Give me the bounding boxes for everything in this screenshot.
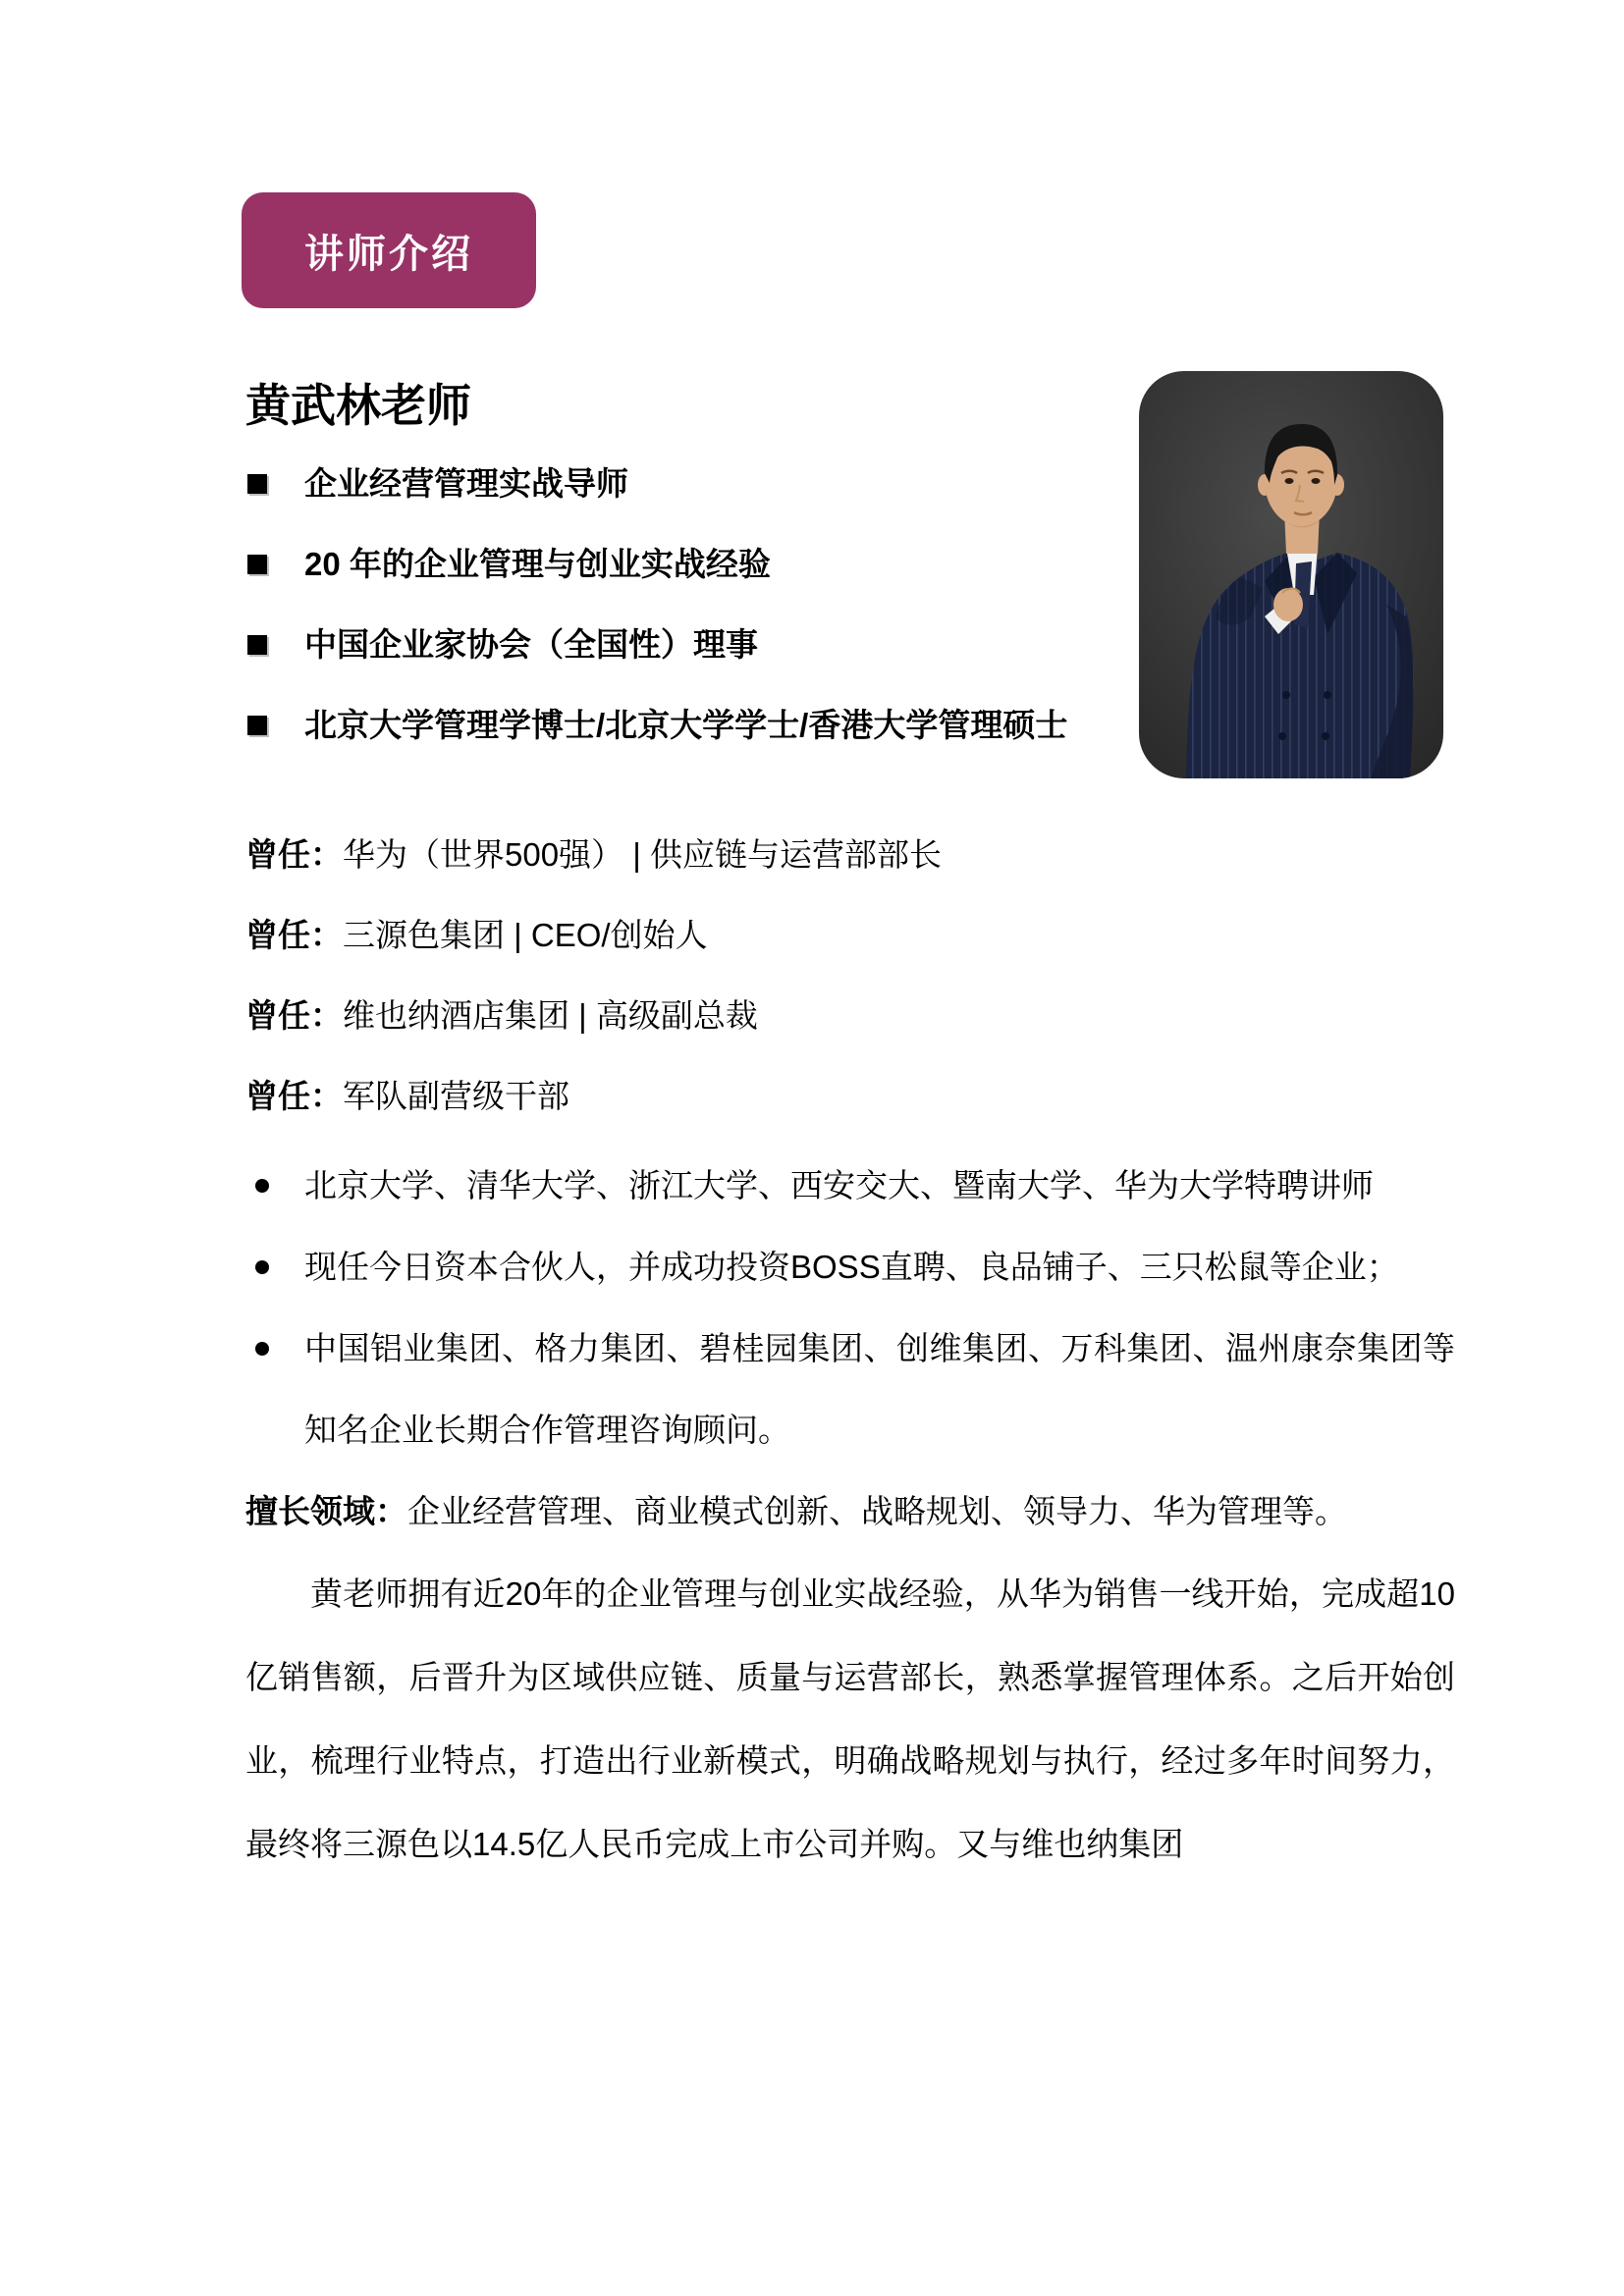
- former-role-text: 华为（世界500强） | 供应链与运营部部长: [343, 836, 942, 873]
- former-role-text: 三源色集团 | CEO/创始人: [343, 917, 708, 953]
- bio-paragraph: 黄老师拥有近20年的企业管理与创业实战经验，从华为销售一线开始，完成超10亿销售额，后晋升为区域供应链、质量与运营部长，熟悉掌握管理体系。之后开始创业，梳理行业特点，打造出行业新模式，明确战略规划与执行，经过多年时间努力，最终将三源色以14.5亿人民币完成上市公司并购。又与维也纳集团: [245, 1575, 1455, 1862]
- achievement-item: [245, 1226, 1455, 1308]
- dot-bullet-icon: [255, 1260, 269, 1274]
- former-role-label: 曾任：: [245, 997, 343, 1034]
- square-bullet-icon: [247, 555, 267, 574]
- highlight-item: [245, 524, 1455, 605]
- highlight-item: [245, 685, 1455, 766]
- former-role-line: [245, 895, 1455, 976]
- achievement-list: [245, 1145, 1455, 1470]
- former-role-line: [245, 815, 1455, 895]
- section-badge-label: 讲师介绍: [304, 232, 473, 276]
- dot-bullet-icon: [255, 1342, 269, 1356]
- former-role-label: 曾任：: [245, 1078, 343, 1114]
- section-badge: [242, 192, 536, 308]
- achievement-text: 现任今日资本合伙人，并成功投资BOSS直聘、良品铺子、三只松鼠等企业；: [304, 1249, 1399, 1285]
- square-bullet-icon: [247, 474, 267, 494]
- former-role-line: [245, 976, 1455, 1056]
- highlight-text: 企业经营管理实战导师: [304, 465, 628, 502]
- achievement-text: 中国铝业集团、格力集团、碧桂园集团、创维集团、万科集团、温州康奈集团等知名企业长期合作管理咨询顾问。: [304, 1330, 1455, 1448]
- expertise-label: 擅长领域：: [245, 1493, 407, 1529]
- former-role-line: [245, 1056, 1455, 1137]
- former-role-label: 曾任：: [245, 917, 343, 953]
- highlight-text: 北京大学管理学博士/北京大学学士/香港大学管理硕士: [304, 707, 1068, 743]
- square-bullet-icon: [247, 635, 267, 655]
- achievement-item: [245, 1145, 1455, 1226]
- former-role-text: 维也纳酒店集团 | 高级副总裁: [343, 997, 758, 1034]
- achievement-text: 北京大学、清华大学、浙江大学、西安交大、暨南大学、华为大学特聘讲师: [304, 1167, 1374, 1203]
- highlight-item: [245, 444, 1455, 524]
- highlight-item: [245, 605, 1455, 685]
- achievement-item: [245, 1308, 1455, 1470]
- highlight-list: [245, 444, 1455, 766]
- lecturer-name: 黄武林老师: [245, 380, 471, 431]
- former-role-label: 曾任：: [245, 836, 343, 873]
- lecturer-intro-content: [245, 375, 1455, 1886]
- expertise-text: 企业经营管理、商业模式创新、战略规划、领导力、华为管理等。: [407, 1493, 1347, 1529]
- former-roles: [245, 815, 1455, 1137]
- highlight-text: 20 年的企业管理与创业实战经验: [304, 546, 771, 582]
- square-bullet-icon: [247, 716, 267, 735]
- highlight-text: 中国企业家协会（全国性）理事: [304, 626, 758, 663]
- expertise-line: [245, 1470, 1455, 1552]
- dot-bullet-icon: [255, 1179, 269, 1193]
- former-role-text: 军队副营级干部: [343, 1078, 569, 1114]
